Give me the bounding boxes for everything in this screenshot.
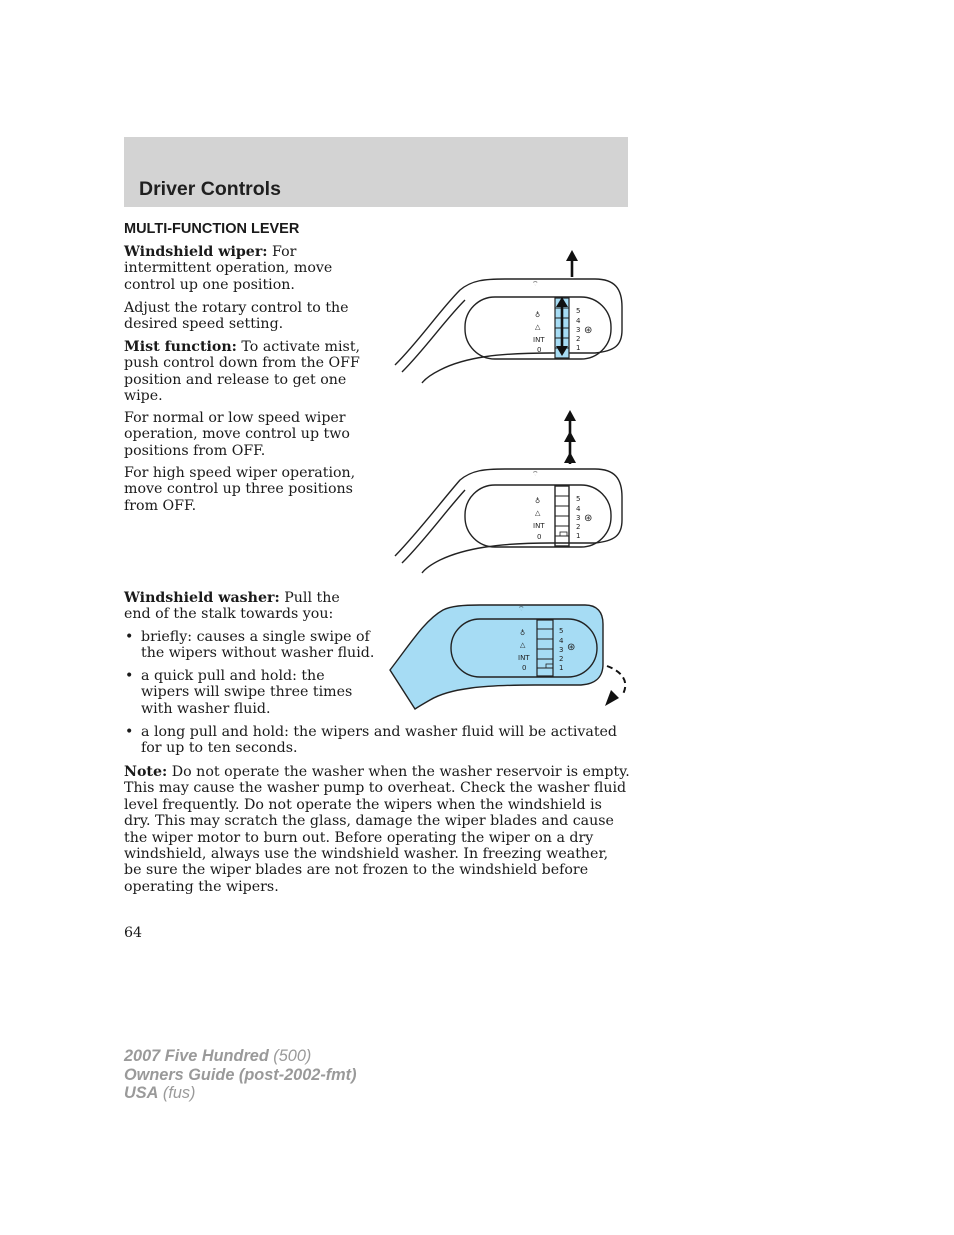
int-label: INT	[533, 522, 545, 530]
speed-label-2: 2	[576, 335, 581, 343]
rear-wiper-icon: ⌔	[532, 470, 539, 478]
mist-text: To activate mist, push control down from the OFF position and release to get one wipe.	[124, 339, 361, 405]
speed-label-3: 3	[576, 326, 581, 334]
bullet-dot: •	[125, 724, 134, 740]
speed-label-1: 1	[576, 532, 581, 540]
page-number: 64	[124, 925, 143, 941]
speed-label-3: 3	[559, 646, 564, 654]
high-speed-paragraph: For high speed wiper operation, move control up three positions from OFF.	[124, 465, 356, 514]
speed-label-2: 2	[576, 523, 581, 531]
bullet-item-1	[124, 629, 376, 662]
pull-arrow	[607, 666, 625, 694]
rear-wiper-icon: ⌔	[518, 605, 525, 613]
wiper-text: For intermittent operation, move control up one position.	[124, 244, 333, 293]
wiper-lever-illustration-2	[390, 408, 635, 578]
note-label: Note:	[124, 764, 168, 780]
off-label: 0	[537, 346, 542, 354]
rotary-paragraph: Adjust the rotary control to the desired speed setting.	[124, 300, 349, 333]
footer-line-2: Owners Guide (post-2002-fmt)	[124, 1065, 357, 1084]
mist-label: Mist function:	[124, 339, 237, 355]
footer-market: USA	[124, 1084, 159, 1102]
off-label: 0	[537, 533, 542, 541]
rear-wiper-icon: ⌔	[532, 280, 539, 288]
speed-label-1: 1	[559, 664, 564, 672]
int-label: INT	[518, 654, 530, 662]
mist-icon: △	[535, 509, 541, 517]
note-paragraph	[124, 764, 630, 895]
mist-icon: △	[535, 323, 541, 331]
footer-line-3	[124, 1084, 357, 1103]
mist-paragraph	[124, 339, 386, 405]
footer-market-code: (fus)	[158, 1084, 196, 1102]
wiper-icon: ♁	[535, 497, 541, 505]
off-label: 0	[522, 664, 527, 672]
speed-label-5: 5	[576, 307, 581, 315]
wiper-icon: ♁	[520, 629, 526, 637]
washer-icon: ⊛	[567, 642, 576, 653]
note-text: Do not operate the washer when the washer reservoir is empty. This may cause the washer pump to overheat. Check the washer fluid level frequently. Do not operate the wipers when the windshield is dry. This may scratch the glass, damage the wiper blades and cause the wiper motor to burn out. Before operating the wiper on a dry windshield, always use the windshield washer. In freezing weather, be sure the wiper blades are not frozen to the windshield before operating the wipers.	[124, 764, 630, 895]
int-label: INT	[533, 336, 545, 344]
mist-icon: △	[520, 641, 526, 649]
speed-label-4: 4	[576, 317, 581, 325]
bullet-text-3: a long pull and hold: the wipers and washer fluid will be activated for up to ten seconds.	[141, 724, 618, 757]
washer-text: Pull the end of the stalk towards you:	[124, 590, 340, 623]
wiper-lever-illustration-3	[385, 602, 635, 710]
bullet-text-1: briefly: causes a single swipe of the wipers without washer fluid.	[141, 629, 375, 662]
wiper-paragraph	[124, 244, 386, 293]
bullet-dot: •	[125, 629, 134, 645]
wiper-label: Windshield wiper:	[124, 244, 268, 260]
low-speed-paragraph: For normal or low speed wiper operation, move control up two positions from OFF.	[124, 410, 350, 459]
bullet-item-2	[124, 668, 376, 717]
footer-model: 2007 Five Hundred	[124, 1047, 269, 1065]
footer-line-1	[124, 1047, 357, 1066]
bullet-dot: •	[125, 668, 134, 684]
washer-paragraph	[124, 590, 369, 623]
wiper-lever-illustration-1	[390, 245, 635, 390]
speed-label-5: 5	[576, 495, 581, 503]
speed-label-1: 1	[576, 344, 581, 352]
bullet-item-3	[124, 724, 631, 757]
wiper-icon: ♁	[535, 311, 541, 319]
speed-label-4: 4	[559, 637, 564, 645]
washer-label: Windshield washer:	[124, 590, 280, 606]
speed-label-5: 5	[559, 627, 564, 635]
speed-label-4: 4	[576, 505, 581, 513]
subheading: MULTI-FUNCTION LEVER	[124, 221, 300, 237]
footer	[124, 1047, 357, 1103]
washer-icon: ⊛	[584, 325, 593, 336]
speed-label-3: 3	[576, 514, 581, 522]
bullet-text-2: a quick pull and hold: the wipers will swipe three times with washer fluid.	[141, 668, 353, 717]
speed-label-2: 2	[559, 655, 564, 663]
footer-model-code: (500)	[268, 1047, 312, 1065]
washer-icon: ⊛	[584, 513, 593, 524]
section-title: Driver Controls	[139, 178, 281, 200]
